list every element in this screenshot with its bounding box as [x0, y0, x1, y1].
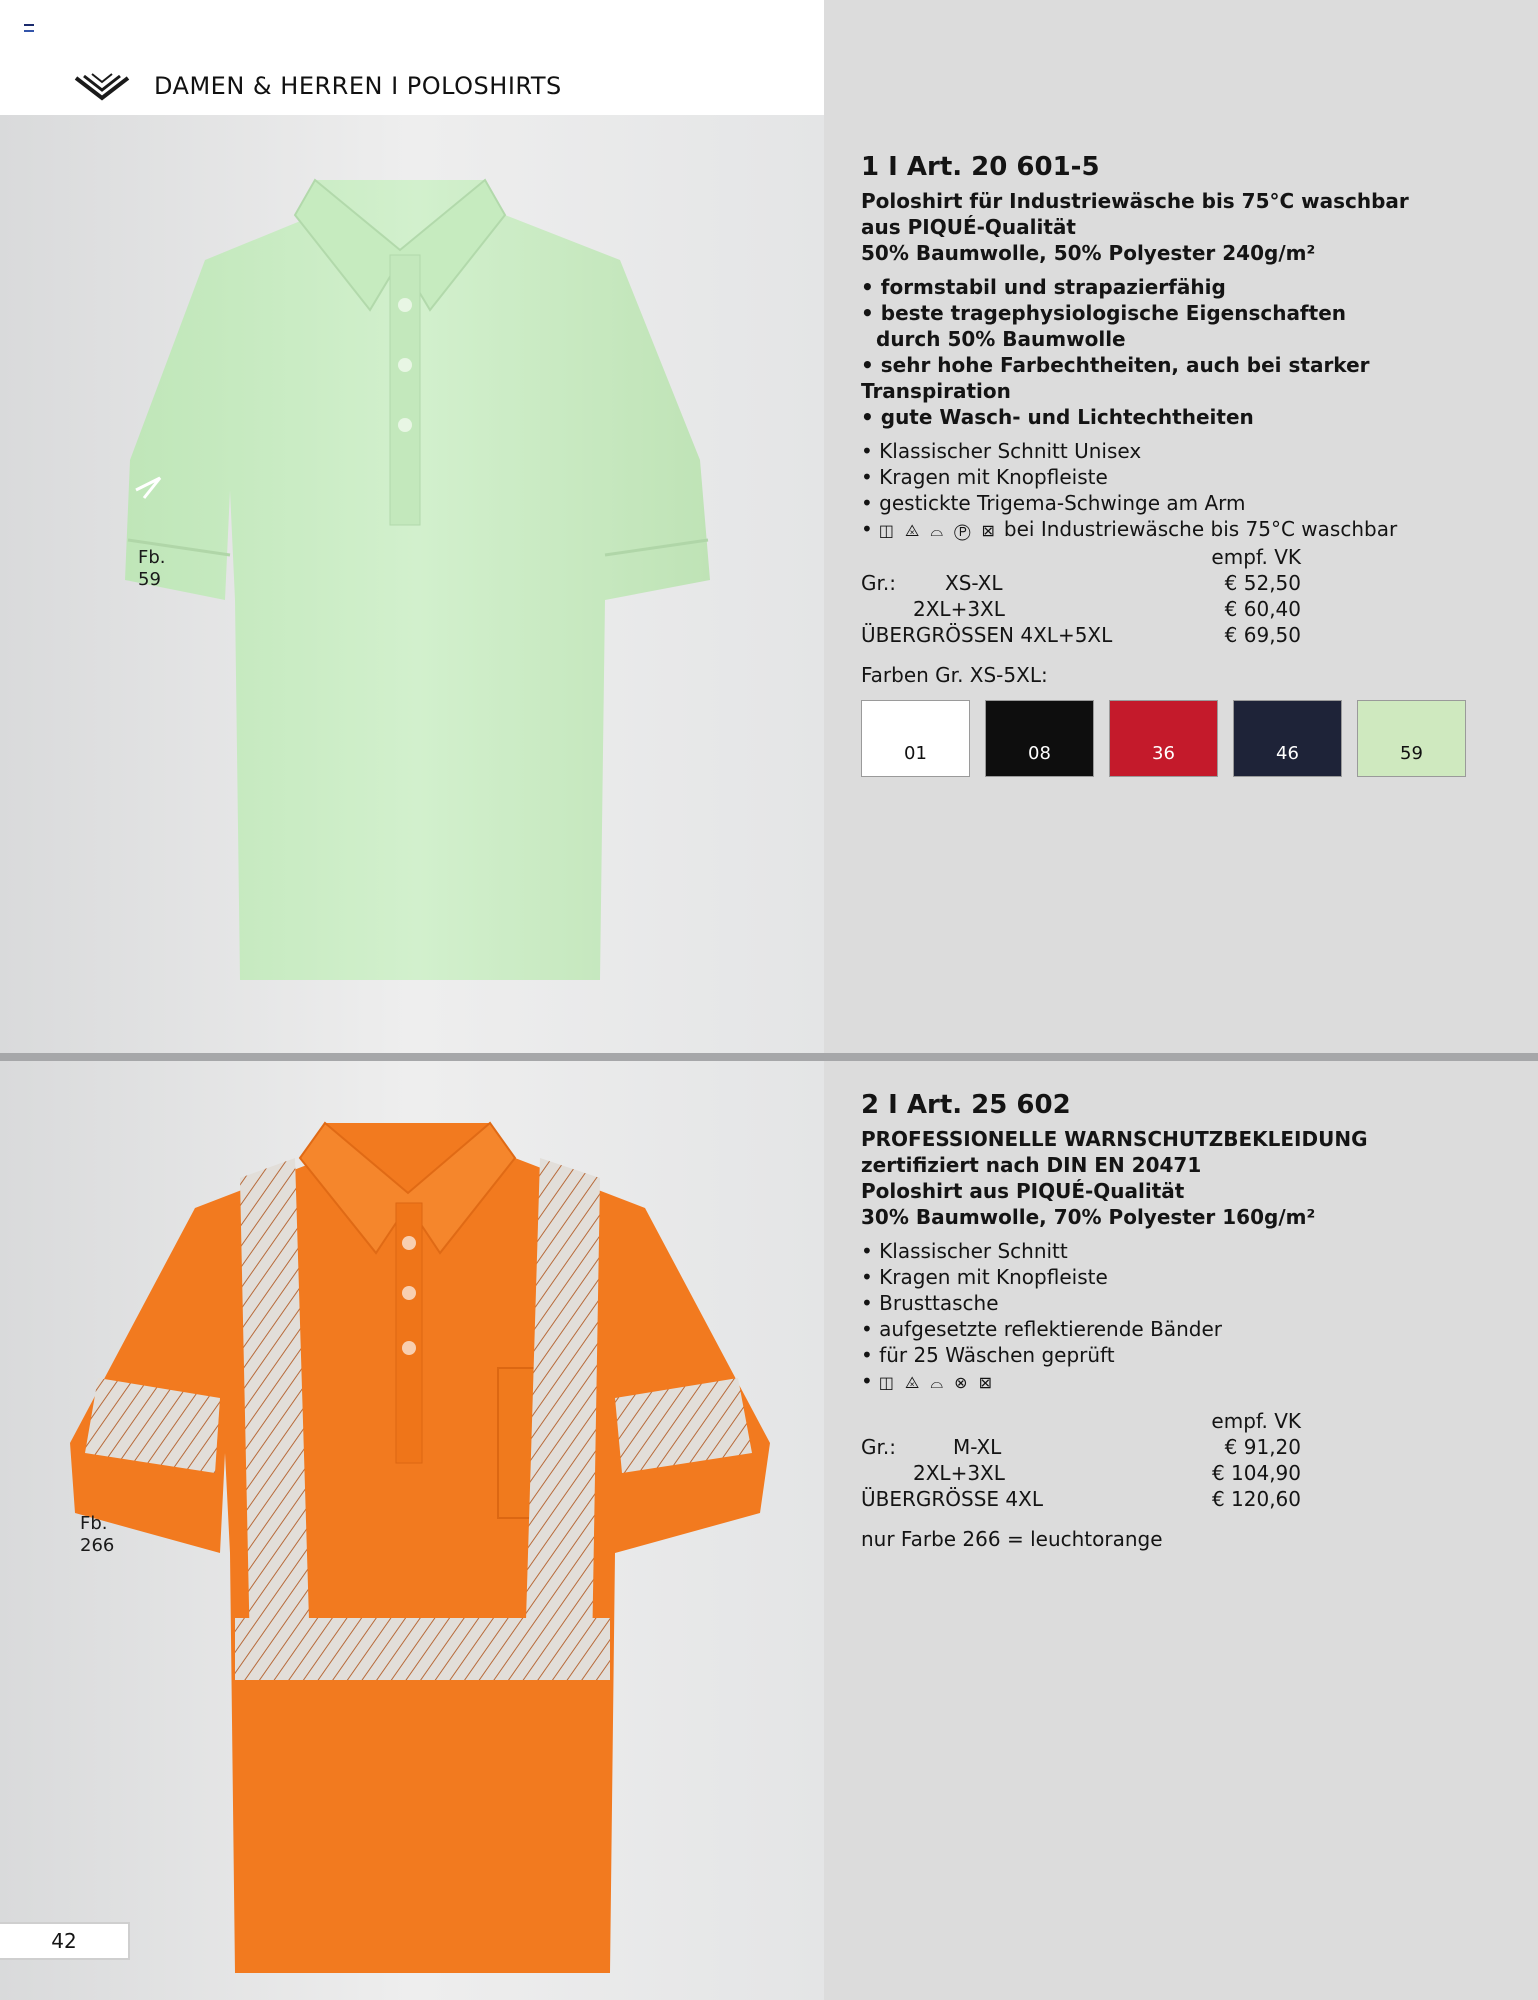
product-1-headline: 50% Baumwolle, 50% Polyester 240g/m²	[861, 241, 1316, 265]
feature-bold: • sehr hohe Farbechtheiten, auch bei starker Transpiration	[861, 353, 1370, 403]
feature: • Klassischer Schnitt	[861, 1239, 1068, 1263]
green-poloshirt-image	[100, 160, 720, 990]
care-line: • ◫ ⨻ ⌓ Ⓟ ⊠ bei Industriewäsche bis 75°C waschbar	[861, 516, 1521, 544]
feature: • gestickte Trigema-Schwinge am Arm	[861, 491, 1246, 515]
care-line: • ◫ ⨻ ⌓ ⊗ ⊠	[861, 1368, 1521, 1396]
price-table-2	[861, 1408, 1301, 1512]
care-symbols-icon: ◫ ⨻ ⌓ ⊗ ⊠	[878, 1373, 995, 1392]
price-header: empf. VK	[1211, 545, 1301, 569]
feature: • Kragen mit Knopfleiste	[861, 465, 1108, 489]
color-code-label-2: Fb. 266	[80, 1513, 115, 1556]
price-row: ÜBERGRÖSSEN 4XL+5XL € 69,50	[861, 623, 1301, 647]
feature-bold: • gute Wasch- und Lichtechtheiten	[861, 405, 1254, 429]
colors-label: Farben Gr. XS-5XL:	[861, 663, 1048, 687]
product-photo-2	[0, 1061, 824, 2000]
product-2-headline: Poloshirt aus PIQUÉ-Qualität	[861, 1179, 1185, 1203]
product-1-headline: Poloshirt für Industriewäsche bis 75°C waschbar	[861, 189, 1409, 213]
product-1-details	[861, 150, 1521, 777]
product-photo-1	[0, 115, 824, 1053]
price-row: 2XL+3XL € 60,40	[913, 597, 1301, 621]
color-swatch[interactable]: 59	[1357, 700, 1466, 777]
feature-bold: • formstabil und strapazierfähig	[861, 275, 1226, 299]
color-code-label-1: Fb. 59	[138, 547, 166, 590]
feature-bold: durch 50% Baumwolle	[876, 327, 1126, 351]
page-title: DAMEN & HERREN I POLOSHIRTS	[154, 72, 562, 100]
product-2-headline: PROFESSIONELLE WARNSCHUTZBEKLEIDUNG	[861, 1127, 1368, 1151]
color-swatch[interactable]: 46	[1233, 700, 1342, 777]
feature: • für 25 Wäschen geprüft	[861, 1343, 1115, 1367]
trigema-logo-icon	[74, 72, 130, 106]
price-row: 2XL+3XL € 104,90	[913, 1461, 1301, 1485]
price-table-1	[861, 544, 1301, 648]
price-row: ÜBERGRÖSSE 4XL € 120,60	[861, 1487, 1301, 1511]
product-2-headline: 30% Baumwolle, 70% Polyester 160g/m²	[861, 1205, 1316, 1229]
color-note: nur Farbe 266 = leuchtorange	[861, 1527, 1163, 1551]
color-swatch[interactable]: 01	[861, 700, 970, 777]
page-header	[0, 0, 824, 115]
orange-hivis-poloshirt-image	[70, 1113, 770, 1983]
color-swatches	[861, 700, 1521, 777]
product-2-details	[861, 1088, 1521, 1552]
feature: • Kragen mit Knopfleiste	[861, 1265, 1108, 1289]
price-row: Gr.: XS-XL € 52,50	[861, 571, 1301, 595]
product-1-headline: aus PIQUÉ-Qualität	[861, 215, 1076, 239]
product-2-headline: zertifiziert nach DIN EN 20471	[861, 1153, 1202, 1177]
price-row: Gr.: M-XL € 91,20	[861, 1435, 1301, 1459]
care-symbols-icon: ◫ ⨻ ⌓ Ⓟ ⊠	[878, 521, 998, 540]
flag-icon	[24, 24, 34, 32]
color-swatch[interactable]: 08	[985, 700, 1094, 777]
feature: • Klassischer Schnitt Unisex	[861, 439, 1142, 463]
feature: • Brusttasche	[861, 1291, 999, 1315]
page-number: 42	[0, 1922, 130, 1960]
product-1-article: 1 I Art. 20 601-5	[861, 152, 1100, 182]
price-header: empf. VK	[1211, 1409, 1301, 1433]
section-divider	[0, 1053, 1538, 1061]
feature-bold: • beste tragephysiologische Eigenschaften	[861, 301, 1346, 325]
product-2-article: 2 I Art. 25 602	[861, 1090, 1071, 1120]
color-swatch[interactable]: 36	[1109, 700, 1218, 777]
feature: • aufgesetzte reflektierende Bänder	[861, 1317, 1222, 1341]
